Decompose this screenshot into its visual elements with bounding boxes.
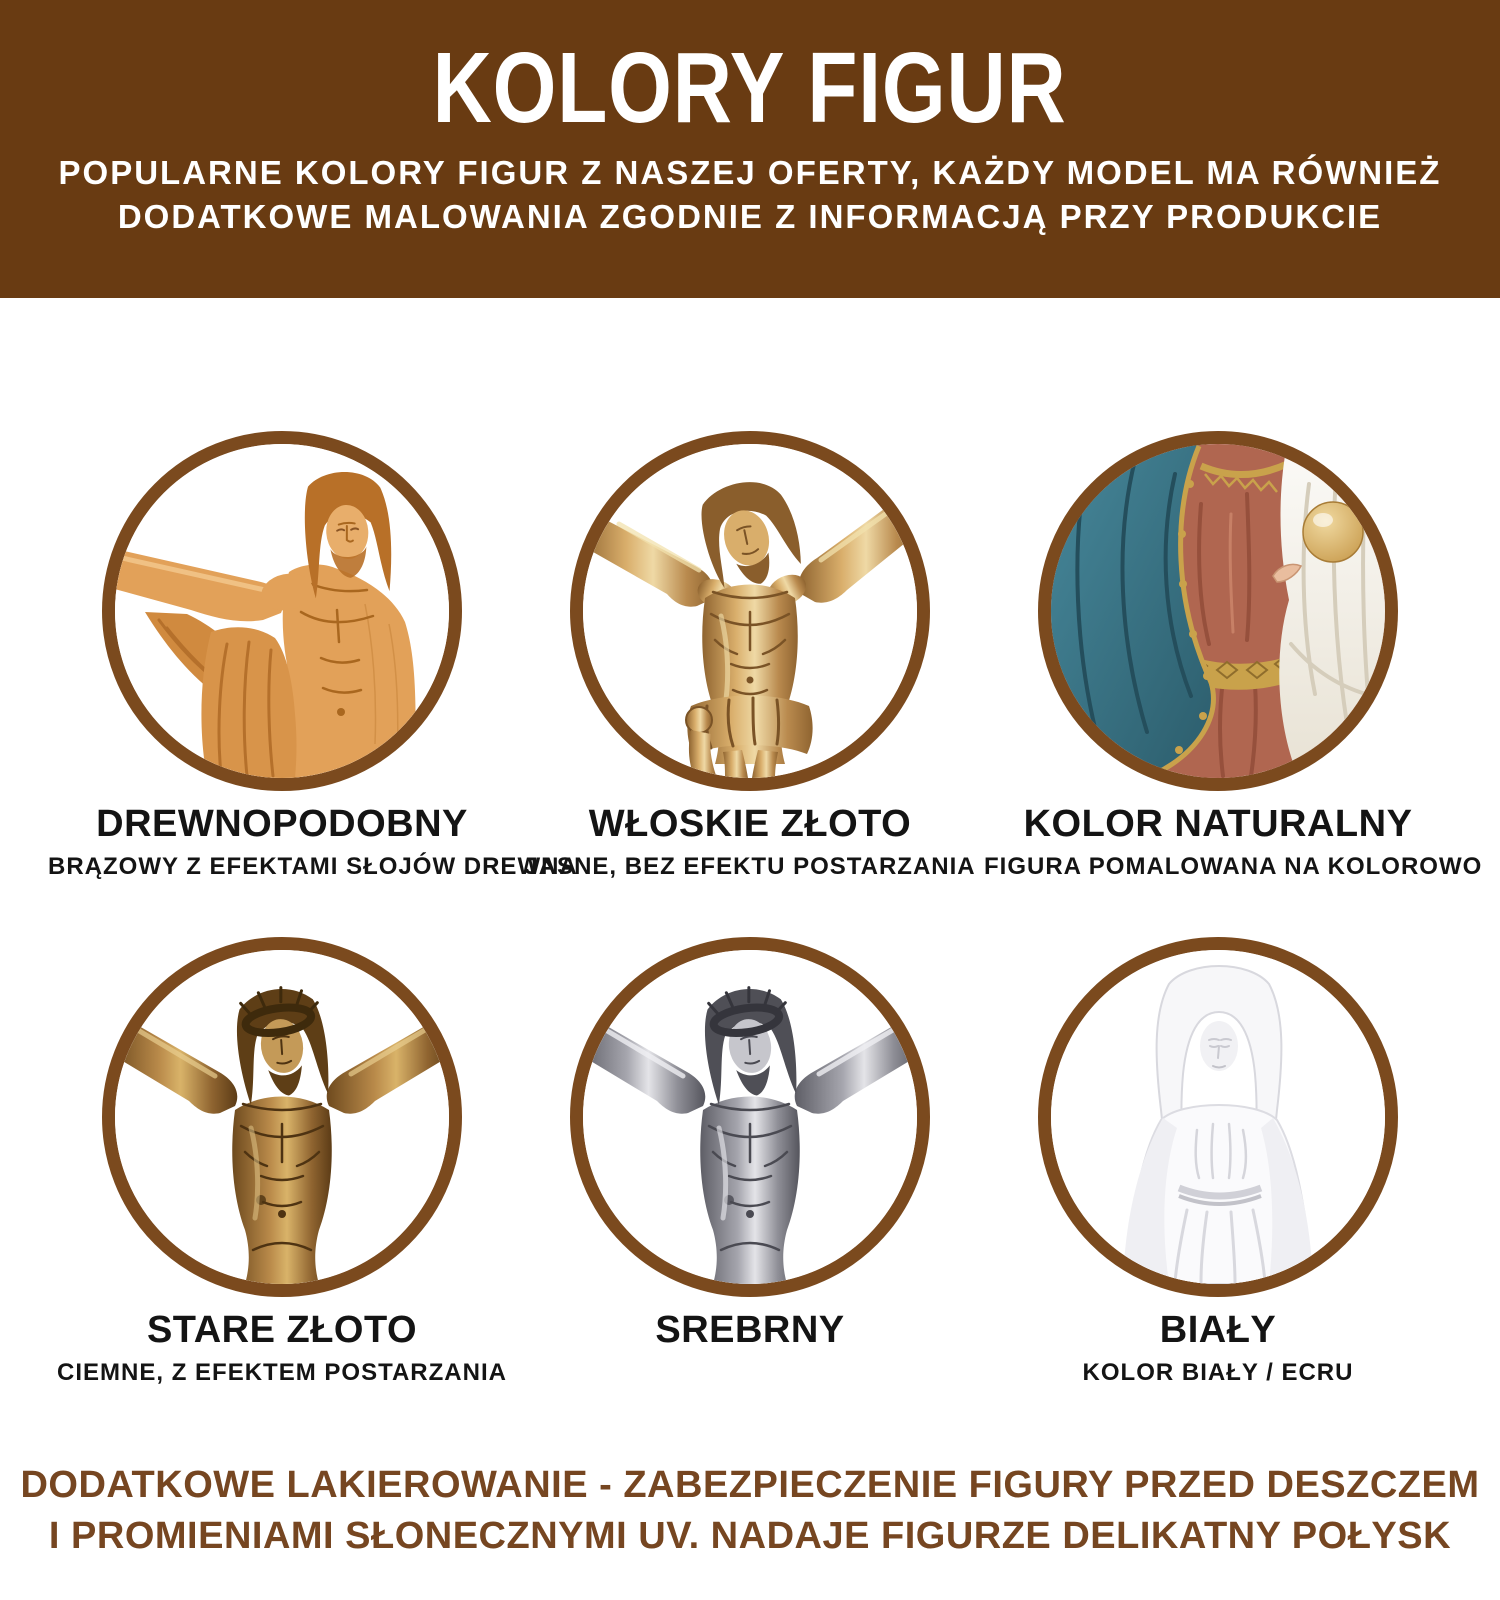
photo-circle-bialy (1038, 937, 1398, 1297)
wood-statue-illustration (115, 444, 449, 778)
footer-line1: DODATKOWE LAKIEROWANIE - ZABEZPIECZENIE FIGURY PRZED DESZCZEM (20, 1463, 1480, 1506)
color-name: WŁOSKIE ZŁOTO (588, 803, 912, 845)
header-subtitle-line1: POPULARNE KOLORY FIGUR Z NASZEJ OFERTY, KAŻDY MODEL MA RÓWNIEŻ (58, 154, 1442, 191)
color-option-card-srebrny (516, 937, 984, 1387)
color-option-card-wloskie-zloto (516, 431, 984, 881)
header-banner (0, 0, 1500, 298)
color-description: JASNE, BEZ EFEKTU POSTARZANIA (524, 852, 976, 880)
photo-circle-kolor-naturalny (1038, 431, 1398, 791)
bright-gold-crucifix-illustration (583, 444, 917, 778)
color-option-card-bialy (984, 937, 1452, 1387)
color-description: CIEMNE, Z EFEKTEM POSTARZANIA (57, 1359, 507, 1387)
footer-note (0, 1460, 1500, 1563)
color-description: FIGURA POMALOWANA NA KOLOROWO (984, 852, 1483, 880)
grid-row-1 (48, 431, 1483, 881)
color-description: KOLOR BIAŁY / ECRU (1082, 1359, 1354, 1387)
color-option-card-kolor-naturalny (984, 431, 1483, 881)
header-subtitle-line2: DODATKOWE MALOWANIA ZGODNIE Z INFORMACJĄ PRZY PRODUKCIE (117, 198, 1383, 236)
color-description: BRĄZOWY Z EFEKTAMI SŁOJÓW DREWNA (48, 852, 578, 880)
white-madonna-illustration (1051, 950, 1385, 1284)
photo-circle-srebrny (570, 937, 930, 1297)
color-name: STARE ZŁOTO (146, 1309, 418, 1352)
photo-circle-wloskie-zloto (570, 431, 930, 791)
color-name: DREWNOPODOBNY (96, 803, 468, 845)
painted-madonna-with-child-illustration (1051, 444, 1385, 778)
silver-crucifix-illustration (583, 950, 917, 1284)
color-name: KOLOR NATURALNY (1023, 803, 1413, 845)
photo-circle-stare-zloto (102, 937, 462, 1297)
color-name: SREBRNY (655, 1309, 845, 1352)
header-subtitle (0, 151, 1500, 239)
color-option-card-drewnopodobny (48, 431, 578, 881)
color-options-grid (48, 431, 1483, 1388)
photo-circle-drewnopodobny (102, 431, 462, 791)
footer-line2: I PROMIENIAMI SŁONECZNYMI UV. NADAJE FIGURZE DELIKATNY POŁYSK (48, 1515, 1452, 1558)
color-name: BIAŁY (1159, 1309, 1277, 1352)
color-option-card-stare-zloto (48, 937, 516, 1387)
grid-row-2 (48, 937, 1452, 1387)
page-title: KOLORY FIGUR (433, 32, 1067, 144)
dark-gold-crucifix-illustration (115, 950, 449, 1284)
